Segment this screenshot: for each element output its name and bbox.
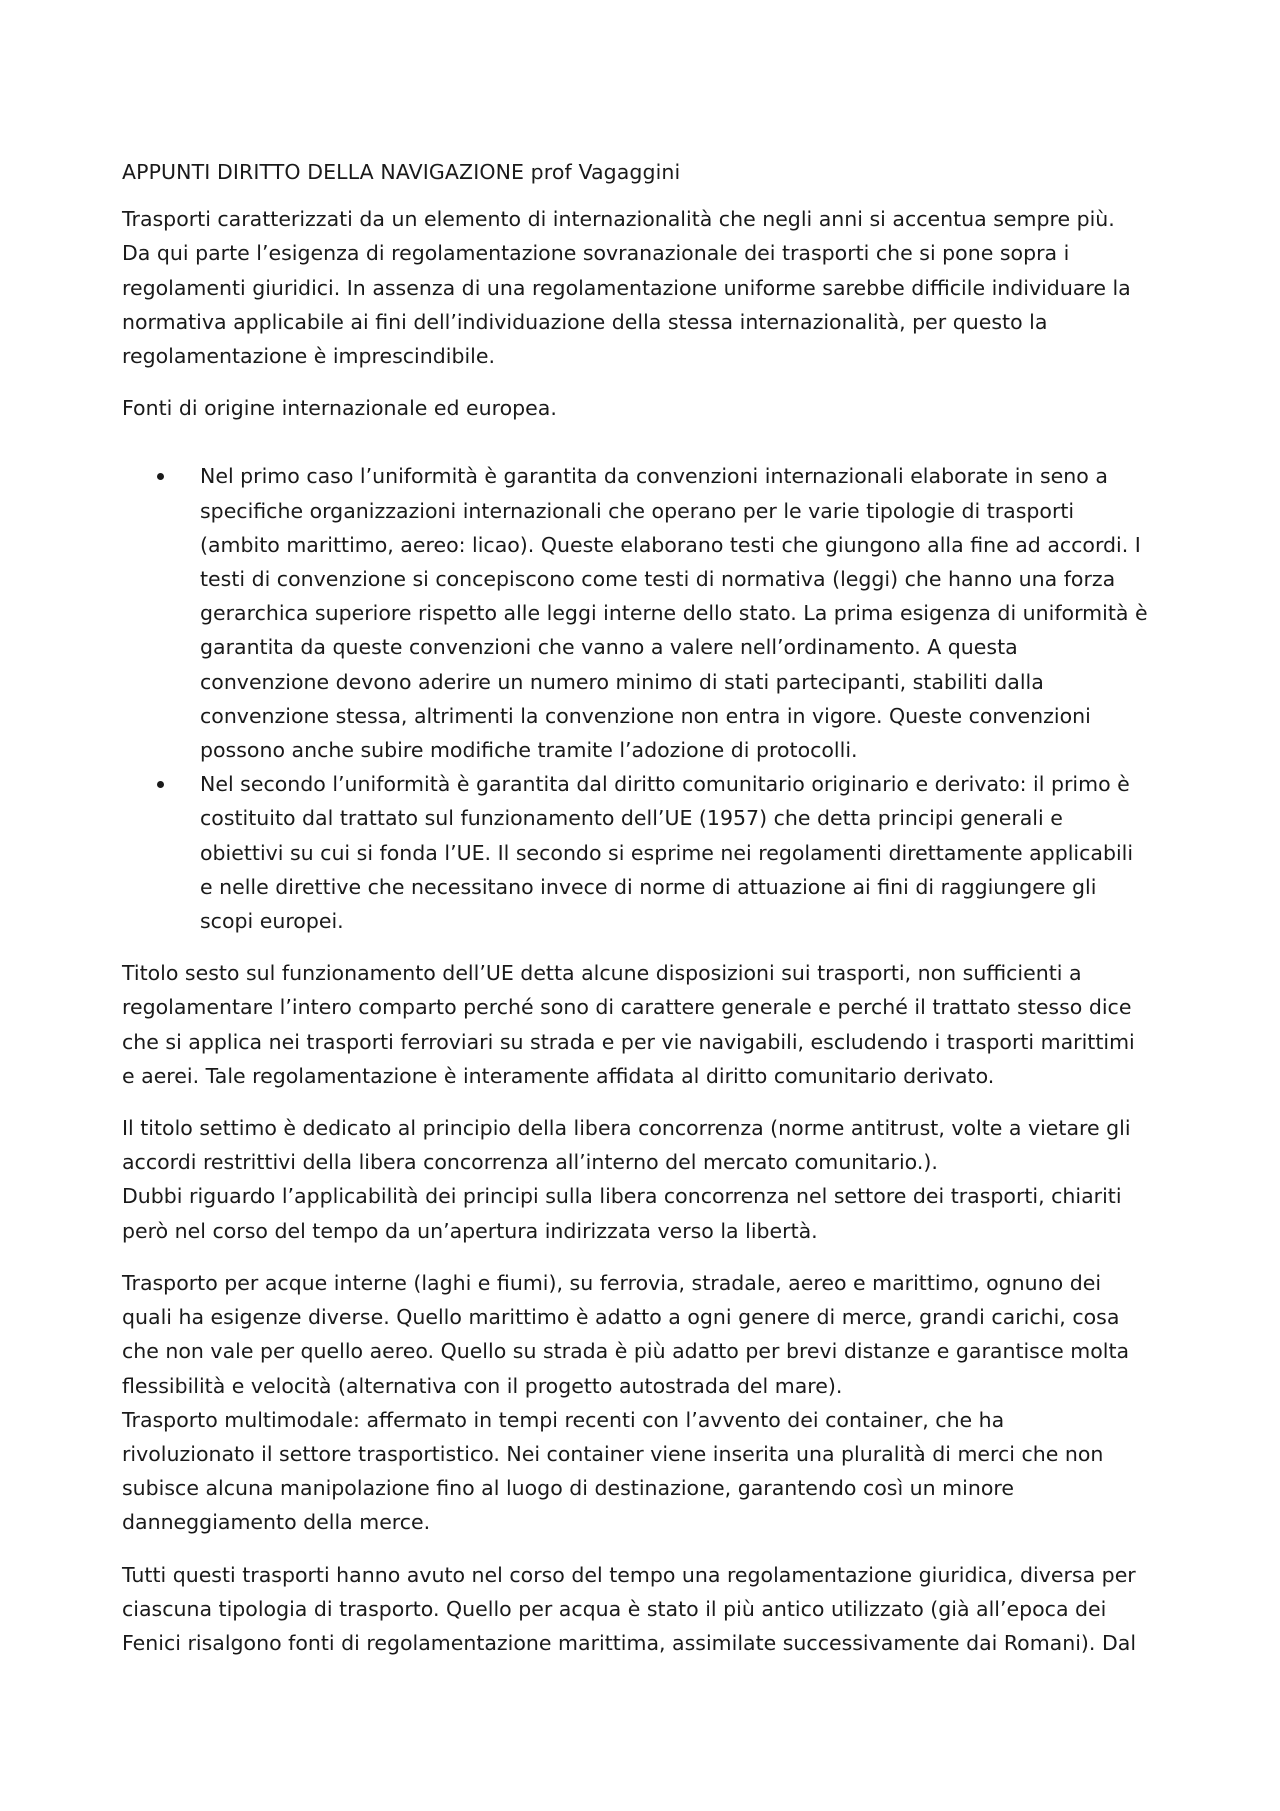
text-line: gerarchica superiore rispetto alle leggi interne dello stato. La prima esigenza di uniformità è	[200, 601, 1148, 626]
text-line: (ambito marittimo, aereo: licao). Queste elaborano testi che giungono alla fine ad accordi. I	[200, 532, 1141, 557]
text-line: quali ha esigenze diverse. Quello marittimo è adatto a ogni genere di merce, grandi carichi, cosa	[122, 1305, 1120, 1330]
paragraph-transport-types	[122, 1266, 1170, 1540]
text-line: Nel primo caso l’uniformità è garantita da convenzioni internazionali elaborate in seno a	[200, 464, 1108, 489]
text-line: Tutti questi trasporti hanno avuto nel corso del tempo una regolamentazione giuridica, diversa per	[122, 1562, 1136, 1587]
list-item	[200, 459, 1170, 767]
sources-heading: Fonti di origine internazionale ed europea.	[122, 396, 557, 421]
text-line: flessibilità e velocità (alternativa con il progetto autostrada del mare).	[122, 1373, 843, 1398]
text-line: rivoluzionato il settore trasportistico. Nei container viene inserita una pluralità di merci che non	[122, 1441, 1104, 1466]
text-line: regolamenti giuridici. In assenza di una regolamentazione uniforme sarebbe difficile individuare la	[122, 275, 1131, 300]
text-line: Trasporti caratterizzati da un elemento di internazionalità che negli anni si accentua sempre più.	[122, 207, 1115, 232]
blank-line	[122, 425, 1170, 459]
text-line: accordi restrittivi della libera concorrenza all’interno del mercato comunitario.).	[122, 1150, 938, 1175]
text-line: regolamentazione è imprescindibile.	[122, 344, 495, 369]
intro-paragraph	[122, 202, 1170, 373]
list-item	[200, 767, 1170, 938]
text-line: che non vale per quello aereo. Quello su strada è più adatto per brevi distanze e garantisce molta	[122, 1339, 1130, 1364]
text-line: e nelle direttive che necessitano invece di norme di attuazione ai fini di raggiungere gli	[200, 874, 1097, 899]
text-line: subisce alcuna manipolazione fino al luogo di destinazione, garantendo così un minore	[122, 1476, 1014, 1501]
paragraph-eu-treaty	[122, 956, 1170, 1093]
text-line: garantita da queste convenzioni che vanno a valere nell’ordinamento. A questa	[200, 635, 1018, 660]
text-line: regolamentare l’intero comparto perché sono di carattere generale e perché il trattato stesso dice	[122, 995, 1132, 1020]
text-line: e aerei. Tale regolamentazione è interamente affidata al diritto comunitario derivato.	[122, 1063, 995, 1088]
text-line: Nel secondo l’uniformità è garantita dal diritto comunitario originario e derivato: il primo è	[200, 772, 1130, 797]
paragraph-competition	[122, 1111, 1170, 1248]
text-line: Trasporto per acque interne (laghi e fiumi), su ferrovia, stradale, aereo e marittimo, ognuno dei	[122, 1270, 1102, 1295]
text-line: Trasporto multimodale: affermato in tempi recenti con l’avvento dei container, che ha	[122, 1407, 1005, 1432]
text-line: normativa applicabile ai fini dell’individuazione della stessa internazionalità, per questo la	[122, 309, 1048, 334]
text-line: Titolo sesto sul funzionamento dell’UE detta alcune disposizioni sui trasporti, non sufficienti a	[122, 961, 1082, 986]
text-line: convenzione stessa, altrimenti la convenzione non entra in vigore. Queste convenzioni	[200, 703, 1091, 728]
text-line: che si applica nei trasporti ferroviari su strada e per vie navigabili, escludendo i trasporti marittimi	[122, 1029, 1135, 1054]
text-line: testi di convenzione si concepiscono come testi di normativa (leggi) che hanno una forza	[200, 567, 1116, 592]
bullet-icon	[157, 473, 164, 480]
text-line: obiettivi su cui si fonda l’UE. Il secondo si esprime nei regolamenti direttamente applicabili	[200, 840, 1134, 865]
text-line: Da qui parte l’esigenza di regolamentazione sovranazionale dei trasporti che si pone sopra i	[122, 241, 1070, 266]
text-line: specifiche organizzazioni internazionali che operano per le varie tipologie di trasporti	[200, 498, 1075, 523]
text-line: Dubbi riguardo l’applicabilità dei principi sulla libera concorrenza nel settore dei trasporti, chiariti	[122, 1184, 1122, 1209]
bullet-icon	[157, 781, 164, 788]
paragraph-history	[122, 1558, 1170, 1661]
text-line: convenzione devono aderire un numero minimo di stati partecipanti, stabiliti dalla	[200, 669, 1044, 694]
text-line: scopi europei.	[200, 909, 344, 934]
text-line: Fenici risalgono fonti di regolamentazione marittima, assimilate successivamente dai Romani). Dal	[122, 1630, 1137, 1655]
text-line: possono anche subire modifiche tramite l’adozione di protocolli.	[200, 738, 858, 763]
text-line: danneggiamento della merce.	[122, 1510, 431, 1535]
text-line: però nel corso del tempo da un’apertura indirizzata verso la libertà.	[122, 1218, 818, 1243]
text-line: Il titolo settimo è dedicato al principio della libera concorrenza (norme antitrust, volte a vietare gli	[122, 1116, 1131, 1141]
text-line: ciascuna tipologia di trasporto. Quello per acqua è stato il più antico utilizzato (già all’epoca dei	[122, 1596, 1107, 1621]
text-line: costituito dal trattato sul funzionamento dell’UE (1957) che detta principi generali e	[200, 806, 1063, 831]
document-title: APPUNTI DIRITTO DELLA NAVIGAZIONE prof Vagaggini	[122, 160, 681, 184]
sources-bullet-list	[122, 459, 1170, 938]
